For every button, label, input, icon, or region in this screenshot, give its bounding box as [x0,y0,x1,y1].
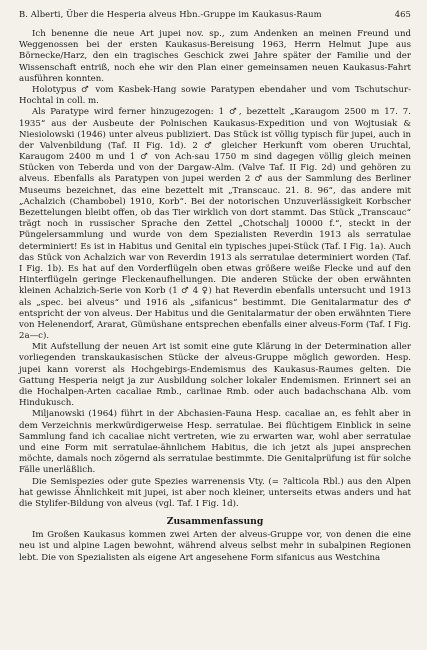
paragraph: Die Semispezies oder gute Spezies warrenensis Vty. (= ?alticola Rbl.) aus den Alpen hat gewisse Ähnlichkeit mit jupei, ist aber noch kleiner, unterseits etwas anders und hat die Stylifer-Bildung von alveus (vgl. Taf. I Fig. 1d). [19,476,411,509]
paragraph: Miljanowski (1964) führt in der Abchasien-Fauna Hesp. cacaliae an, es fehlt aber in dem Verzeichnis merkwürdigerweise Hesp. serratulae. Bei flüchtigem Einblick in seine Sammlung fand ich cacaliae nicht vertreten, wie zu erwarten war, wohl aber serratulae und eine Form mit serratulae-ähnlichem Habitus, die ich jetzt als jupei ansprechen möchte, damals noch zögernd als serratulae bestimmte. Die Genitalprüfung ist für solche Fälle unerläßlich. [19,409,411,476]
running-title: B. Alberti, Über die Hesperia alveus Hbn.-Gruppe im Kaukasus-Raum [19,9,322,19]
paragraph: Ich benenne die neue Art jupei nov. sp., zum Andenken an meinen Freund und Weggenossen bei der ersten Kaukasus-Bereisung 1963, Herrn Helmut Jupe aus Börnecke/Harz, den ein tragisches Geschick zwei Jahre später der Familie und der Wissenschaft entriß, noch ehe wir den Plan einer gemeinsamen neuen Kaukasus-Fahrt ausführen konnten. [19,29,411,84]
running-header [19,9,411,23]
paragraph: Als Paratype wird ferner hinzugezogen: 1 ♂, bezettelt „Karaugom 2500 m 17. 7. 1935“ aus der Ausbeute der Polnischen Kaukasus-Expedition und von Wojtusiak & Niesiolowski (1946) unter alveus publiziert. Das Stück ist völlig typisch für jupei, auch in der Valvenbildung (Taf. II Fig. 1d). 2 ♂ gleicher Herkunft vom oberen Uruchtal, Karaugom 2400 m und 1 ♂ von Ach-sau 1750 m sind dagegen völlig gleich meinen Stücken von Teberda und von der Dargaw-Alm. (Valve Taf. II Fig. 2d) und gehören zu alveus. Ebenfalls als Paratypen von jupei werden 2 ♂ aus der Sammlung des Berliner Museums bezeichnet, das eine bezettelt mit „Transcauc. 21. 8. 96“, das andere mit „Achalzich (Chambobel) 1910, Korb“. Bei der notorischen Unzuverlässigkeit Korbscher Bezettelungen bleibt offen, ob das Tier wirklich von dort stammt. Das Stück „Transcauc“ trägt noch in russischer Sprache den Zettel „Chotschalj 10000 f.“, steckt in der Püngelersammlung und wurde von dem Spezialisten Reverdin 1913 als serratulae determiniert! Es ist in Habitus und Genital ein typisches jupei-Stück (Taf. I Fig. 1a). Auch das Stück von Achalzich war von Reverdin 1913 als serratulae determiniert worden (Taf. I Fig. 1b). Es hat auf den Vorderflügeln oben etwas größere weiße Flecke und auf den Hinterflügeln geringe Fleckenaufhellungen. Die anderen Stücke der oben erwähnten kleinen Achalzich-Serie von Korb (1 ♂ 4 ♀) hat Reverdin ebenfalls untersucht und 1913 als „spec. bei alveus“ und 1916 als „sifanicus“ bestimmt. Die Genitalarmatur des ♂ entspricht der von alveus. Der Habitus und die Genitalarmatur der oben erwähnten Tiere von Helenendorf, Ararat, Gümüshane entsprechen ebenfalls einer alveus-Form (Taf. I Fig. 2a—c). [19,107,411,342]
article-body [19,29,411,564]
page-number: 465 [394,9,411,19]
paragraph: Holotypus ♂ vom Kasbek-Hang sowie Paratypen ebendaher und vom Tschutschur-Hochtal in coll. m. [19,84,411,107]
summary-paragraph: Im Großen Kaukasus kommen zwei Arten der alveus-Gruppe vor, von denen die eine neu ist und alpine Lagen bewohnt, während alveus selbst mehr in subalpinen Regionen lebt. Die von Spezialisten als eigene Art angesehene Form sifanicus aus Westchina [19,530,411,563]
paragraph: Mit Aufstellung der neuen Art ist somit eine gute Klärung in der Determination aller vorliegenden transkaukasischen Stücke der alveus-Gruppe möglich geworden. Hesp. jupei kann vorerst als Hochgebirgs-Endemismus des Kaukasus-Raumes gelten. Die Gattung Hesperia neigt ja zur Ausbildung solcher lokaler Endemismen. Erinnert sei an die Hochalpen-Arten cacaliae Rmb., carlinae Rmb. oder auch badachschana Alb. vom Hindukusch. [19,342,411,409]
section-heading: Zusammenfassung [166,516,264,528]
